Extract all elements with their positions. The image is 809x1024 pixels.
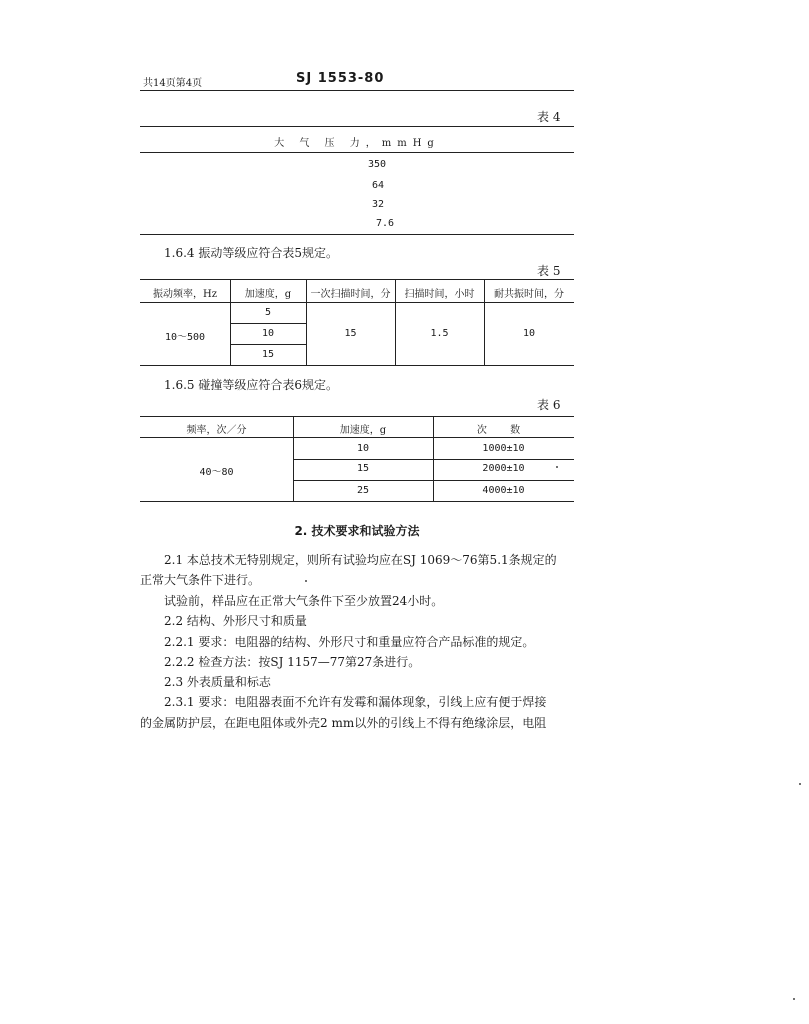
- table5-scan-hours: 1.5: [430, 328, 449, 339]
- table4-caption: 表 4: [537, 110, 561, 124]
- table6-frequency: 40～80: [199, 467, 234, 478]
- table5-bottom-rule: [140, 365, 574, 366]
- table6-count-1: 1000±10: [482, 443, 525, 454]
- table6-top-rule: [140, 416, 574, 417]
- table4-header: 大 气 压 力，mmHg: [274, 138, 440, 149]
- table5-row-divider: [230, 323, 306, 324]
- table6-accel-3: 25: [356, 485, 370, 496]
- section-2-title: 2. 技术要求和试验方法: [294, 524, 420, 538]
- table4-value-4: 7.6: [376, 218, 395, 229]
- section-1-6-4: 1.6.4 振动等级应符合表5规定。: [164, 246, 338, 260]
- table5-col-divider: [306, 279, 307, 365]
- para-before-test: 试验前，样品应在正常大气条件下至少放置24小时。: [164, 594, 444, 608]
- standard-code: SJ 1553-80: [296, 71, 385, 86]
- table5-top-rule: [140, 279, 574, 280]
- table5-col-divider: [484, 279, 485, 365]
- table6-header-rule: [140, 437, 574, 438]
- table6-count-3: 4000±10: [482, 485, 525, 496]
- table5-sweep-time: 15: [344, 328, 357, 339]
- table6-count-2: 2000±10: [482, 463, 525, 474]
- table6-accel-1: 10: [356, 443, 370, 454]
- para-2-3-1-line2: 的金属防护层，在距电阻体或外壳2 mm以外的引线上不得有绝缘涂层，电阻: [140, 716, 547, 730]
- table4-top-rule: [140, 126, 574, 127]
- table4-value-1: 350: [368, 159, 387, 170]
- para-2-3-1-line1: 2.3.1 要求：电阻器表面不允许有发霉和漏体现象，引线上应有便于焊接: [164, 695, 547, 709]
- table6-caption: 表 6: [537, 398, 561, 412]
- page-info: 共14页第4页: [143, 78, 203, 89]
- table6-row-divider: [293, 459, 574, 460]
- para-2-1-line2: 正常大气条件下进行。: [140, 573, 261, 587]
- table5-caption: 表 5: [537, 264, 561, 278]
- table5-row-divider: [230, 344, 306, 345]
- table5-header-freq: 振动频率，Hz: [153, 289, 217, 300]
- table5-header-accel: 加速度，g: [244, 289, 292, 300]
- table5-frequency: 10～500: [164, 332, 206, 343]
- table5-header-scan: 扫描时间，小时: [404, 289, 475, 300]
- header-rule: [140, 90, 574, 91]
- para-2-2-2: 2.2.2 检查方法：按SJ 1157—77第27条进行。: [164, 655, 421, 669]
- scan-speck: [305, 580, 307, 582]
- table5-accel-2: 10: [261, 328, 275, 339]
- table6-header-count: 次 数: [476, 425, 531, 436]
- scan-speck: [799, 783, 801, 785]
- table5-header-resonance: 耐共振时间，分: [494, 289, 564, 300]
- scan-speck: [793, 998, 795, 1000]
- table5-accel-3: 15: [261, 349, 275, 360]
- table6-bottom-rule: [140, 501, 574, 502]
- section-1-6-5: 1.6.5 碰撞等级应符合表6规定。: [164, 378, 338, 392]
- table5-col-divider: [395, 279, 396, 365]
- section-2-2-heading: 2.2 结构、外形尺寸和质量: [164, 614, 307, 628]
- table5-header-rule: [140, 302, 574, 303]
- table5-resonance-time: 10: [522, 328, 536, 339]
- section-2-3-heading: 2.3 外表质量和标志: [164, 675, 271, 689]
- table6-accel-2: 15: [356, 463, 370, 474]
- table6-header-freq: 频率，次／分: [186, 425, 247, 436]
- table4-header-rule: [140, 152, 574, 153]
- scan-speck: [556, 466, 558, 468]
- para-2-1-line1: 2.1 本总技术无特别规定，则所有试验均应在SJ 1069～76第5.1条规定的: [164, 553, 557, 567]
- table4-bottom-rule: [140, 234, 574, 235]
- para-2-2-1: 2.2.1 要求：电阻器的结构、外形尺寸和重量应符合产品标准的规定。: [164, 635, 535, 649]
- table5-header-sweep: 一次扫描时间，分: [310, 289, 391, 300]
- table6-row-divider: [293, 480, 574, 481]
- table6-header-accel: 加速度，g: [339, 425, 387, 436]
- table4-value-3: 32: [372, 199, 385, 210]
- table5-accel-1: 5: [264, 307, 272, 318]
- table4-value-2: 64: [372, 180, 385, 191]
